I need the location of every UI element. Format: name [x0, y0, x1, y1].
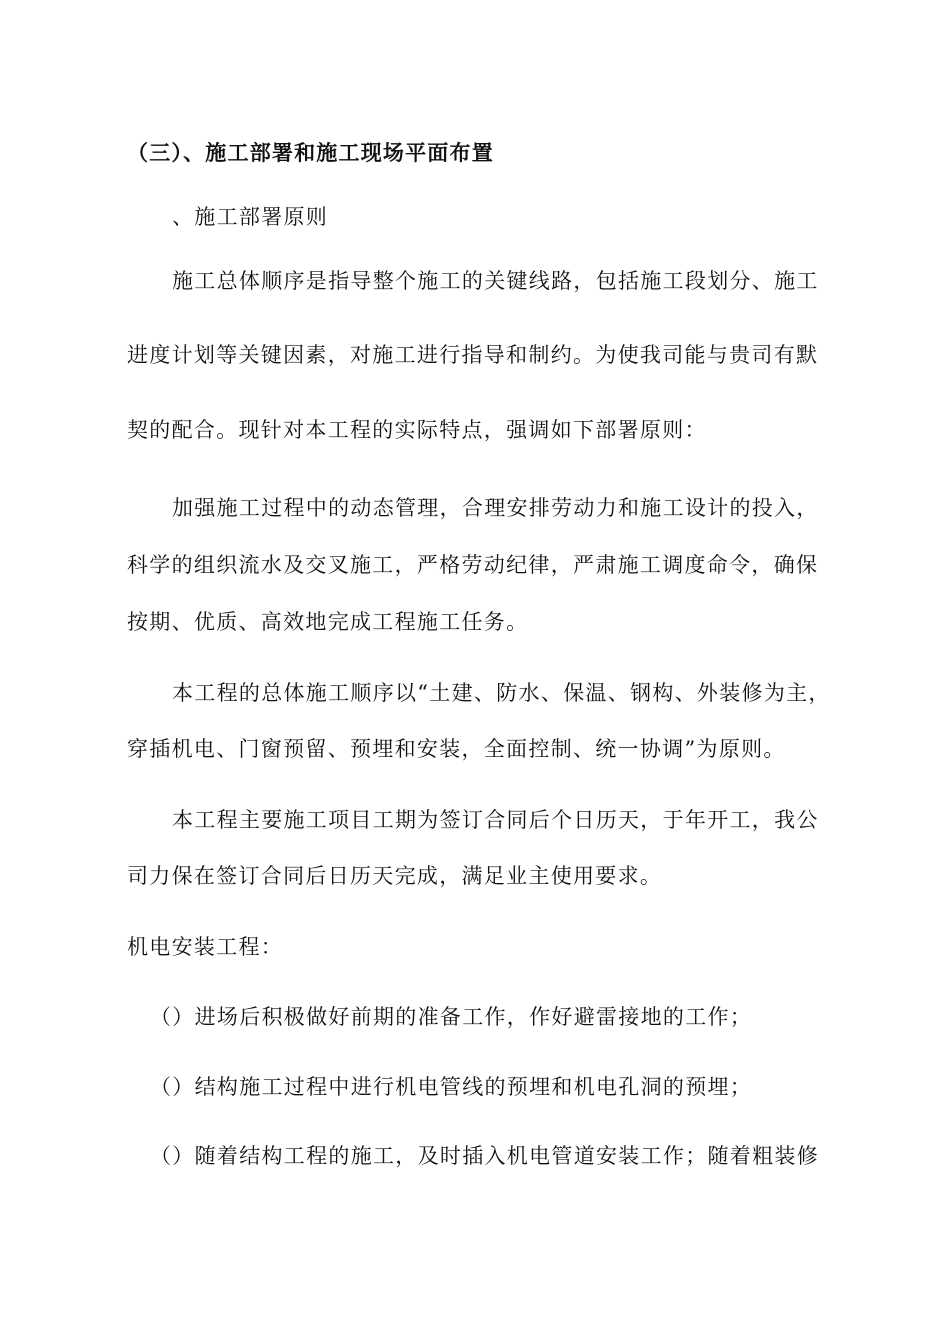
paragraph-line: 本工程的总体施工顺序以“土建、防水、保温、钢构、外装修为主，: [172, 681, 831, 705]
paragraph-line: 契的配合。现针对本工程的实际特点，强调如下部署原则：: [127, 418, 707, 442]
section-label: 机电安装工程：: [127, 935, 284, 959]
paragraph-line: 穿插机电、门窗预留、预埋和安装，全面控制、统一协调”为原则。: [127, 737, 786, 761]
list-item: （）随着结构工程的施工，及时插入机电管道安装工作；随着粗装修: [150, 1144, 819, 1168]
list-item: （）进场后积极做好前期的准备工作，作好避雷接地的工作；: [150, 1005, 753, 1029]
paragraph-line: 施工总体顺序是指导整个施工的关键线路，包括施工段划分、施工: [172, 269, 819, 293]
paragraph-line: 本工程主要施工项目工期为签订合同后个日历天，于年开工，我公: [172, 808, 819, 832]
section-heading: （三）、施工部署和施工现场平面布置: [127, 141, 494, 165]
list-item: （）结构施工过程中进行机电管线的预埋和机电孔洞的预埋；: [150, 1075, 753, 1099]
subheading: 、施工部署原则: [172, 205, 329, 229]
paragraph-line: 加强施工过程中的动态管理，合理安排劳动力和施工设计的投入，: [172, 496, 819, 520]
paragraph-line: 按期、优质、高效地完成工程施工任务。: [127, 610, 529, 634]
paragraph-line: 进度计划等关键因素，对施工进行指导和制约。为使我司能与贵司有默: [127, 343, 819, 367]
paragraph-line: 科学的组织流水及交叉施工，严格劳动纪律，严肃施工调度命令，确保: [127, 553, 819, 577]
paragraph-line: 司力保在签订合同后日历天完成，满足业主使用要求。: [127, 864, 663, 888]
